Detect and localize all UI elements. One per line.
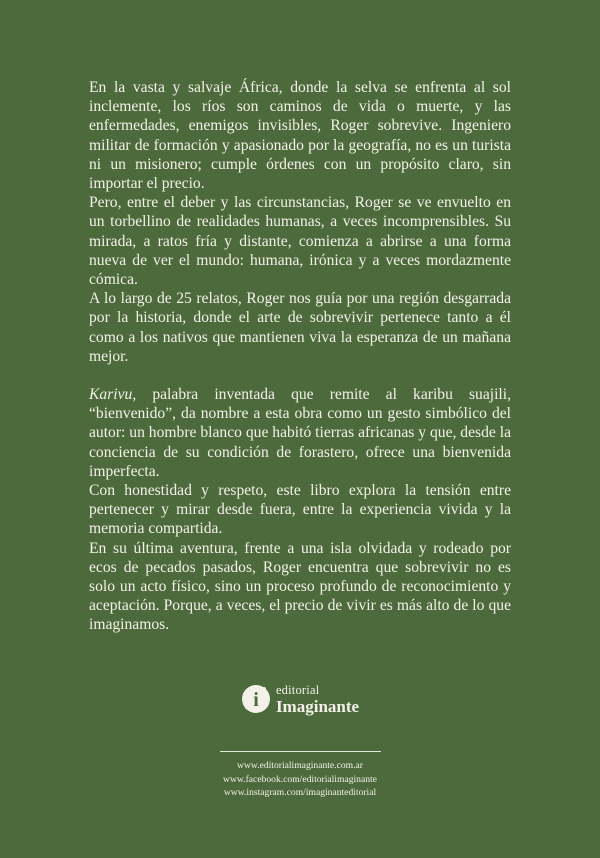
paragraph-4-text: , palabra inventada que remite al karibu suajili, “bienvenido”, da nombre a esta obra como un gesto simbólico del autor: un hombre blanco que habitó tierras africanas y que, desde la conciencia de su condición de forastero, ofrece una bienvenida imperfecta. <box>89 386 511 480</box>
paragraph-3: A lo largo de 25 relatos, Roger nos guía por una región desgarrada por la historia, donde el arte de sobrevivir pertenece tanto a él como a los nativos que mantienen viva la esperanza de un mañana mejor. <box>89 290 511 365</box>
publisher-links <box>0 759 600 800</box>
website-link[interactable]: www.editorialimaginante.com.ar <box>237 760 363 771</box>
divider <box>220 751 381 752</box>
paragraph-4 <box>89 385 511 481</box>
facebook-link[interactable]: www.facebook.com/editorialimaginante <box>223 773 377 785</box>
paragraph-1: En la vasta y salvaje África, donde la selva se enfrenta al sol inclemente, los ríos son caminos de vida o muerte, y las enfermedades, enemigos invisibles, Roger sobrevive. Ingeniero militar de formación y apasionado por la geografía, no es un turista ni un misionero; cumple órdenes con un propósito claro, sin importar el precio. <box>89 79 511 193</box>
publisher-mark-icon <box>241 684 271 714</box>
paragraph-5: Con honestidad y respeto, este libro explora la tensión entre pertenecer y mirar desde fuera, entre la experiencia vivida y la memoria compartida. <box>89 482 511 538</box>
publisher-logo <box>0 684 600 715</box>
instagram-link[interactable]: www.instagram.com/imaginanteditorial <box>223 787 377 799</box>
book-title: Karivu <box>89 386 133 404</box>
publisher-wordmark <box>276 684 359 715</box>
publisher-small-label: editorial <box>275 683 320 697</box>
back-cover-text <box>89 78 511 635</box>
paragraph-6: En su última aventura, frente a una isla olvidada y rodeado por ecos de pecados pasados, Roger encuentra que sobrevivir no es solo un acto físico, sino un proceso profundo de reconocimiento y aceptación. Porque, a veces, el precio de vivir es más alto de lo que imaginamos. <box>89 539 511 634</box>
paragraph-gap <box>89 366 511 385</box>
publisher-mark-letter: i <box>253 689 259 712</box>
publisher-name: Imaginante <box>275 696 360 716</box>
paragraph-2: Pero, entre el deber y las circunstancias, Roger se ve envuelto en un torbellino de realidades humanas, a veces incomprensibles. Su mirada, a ratos fría y distante, comienza a abrirse a una forma nueva de ver el mundo: humana, irónica y a veces mordazmente cómica. <box>89 194 511 289</box>
